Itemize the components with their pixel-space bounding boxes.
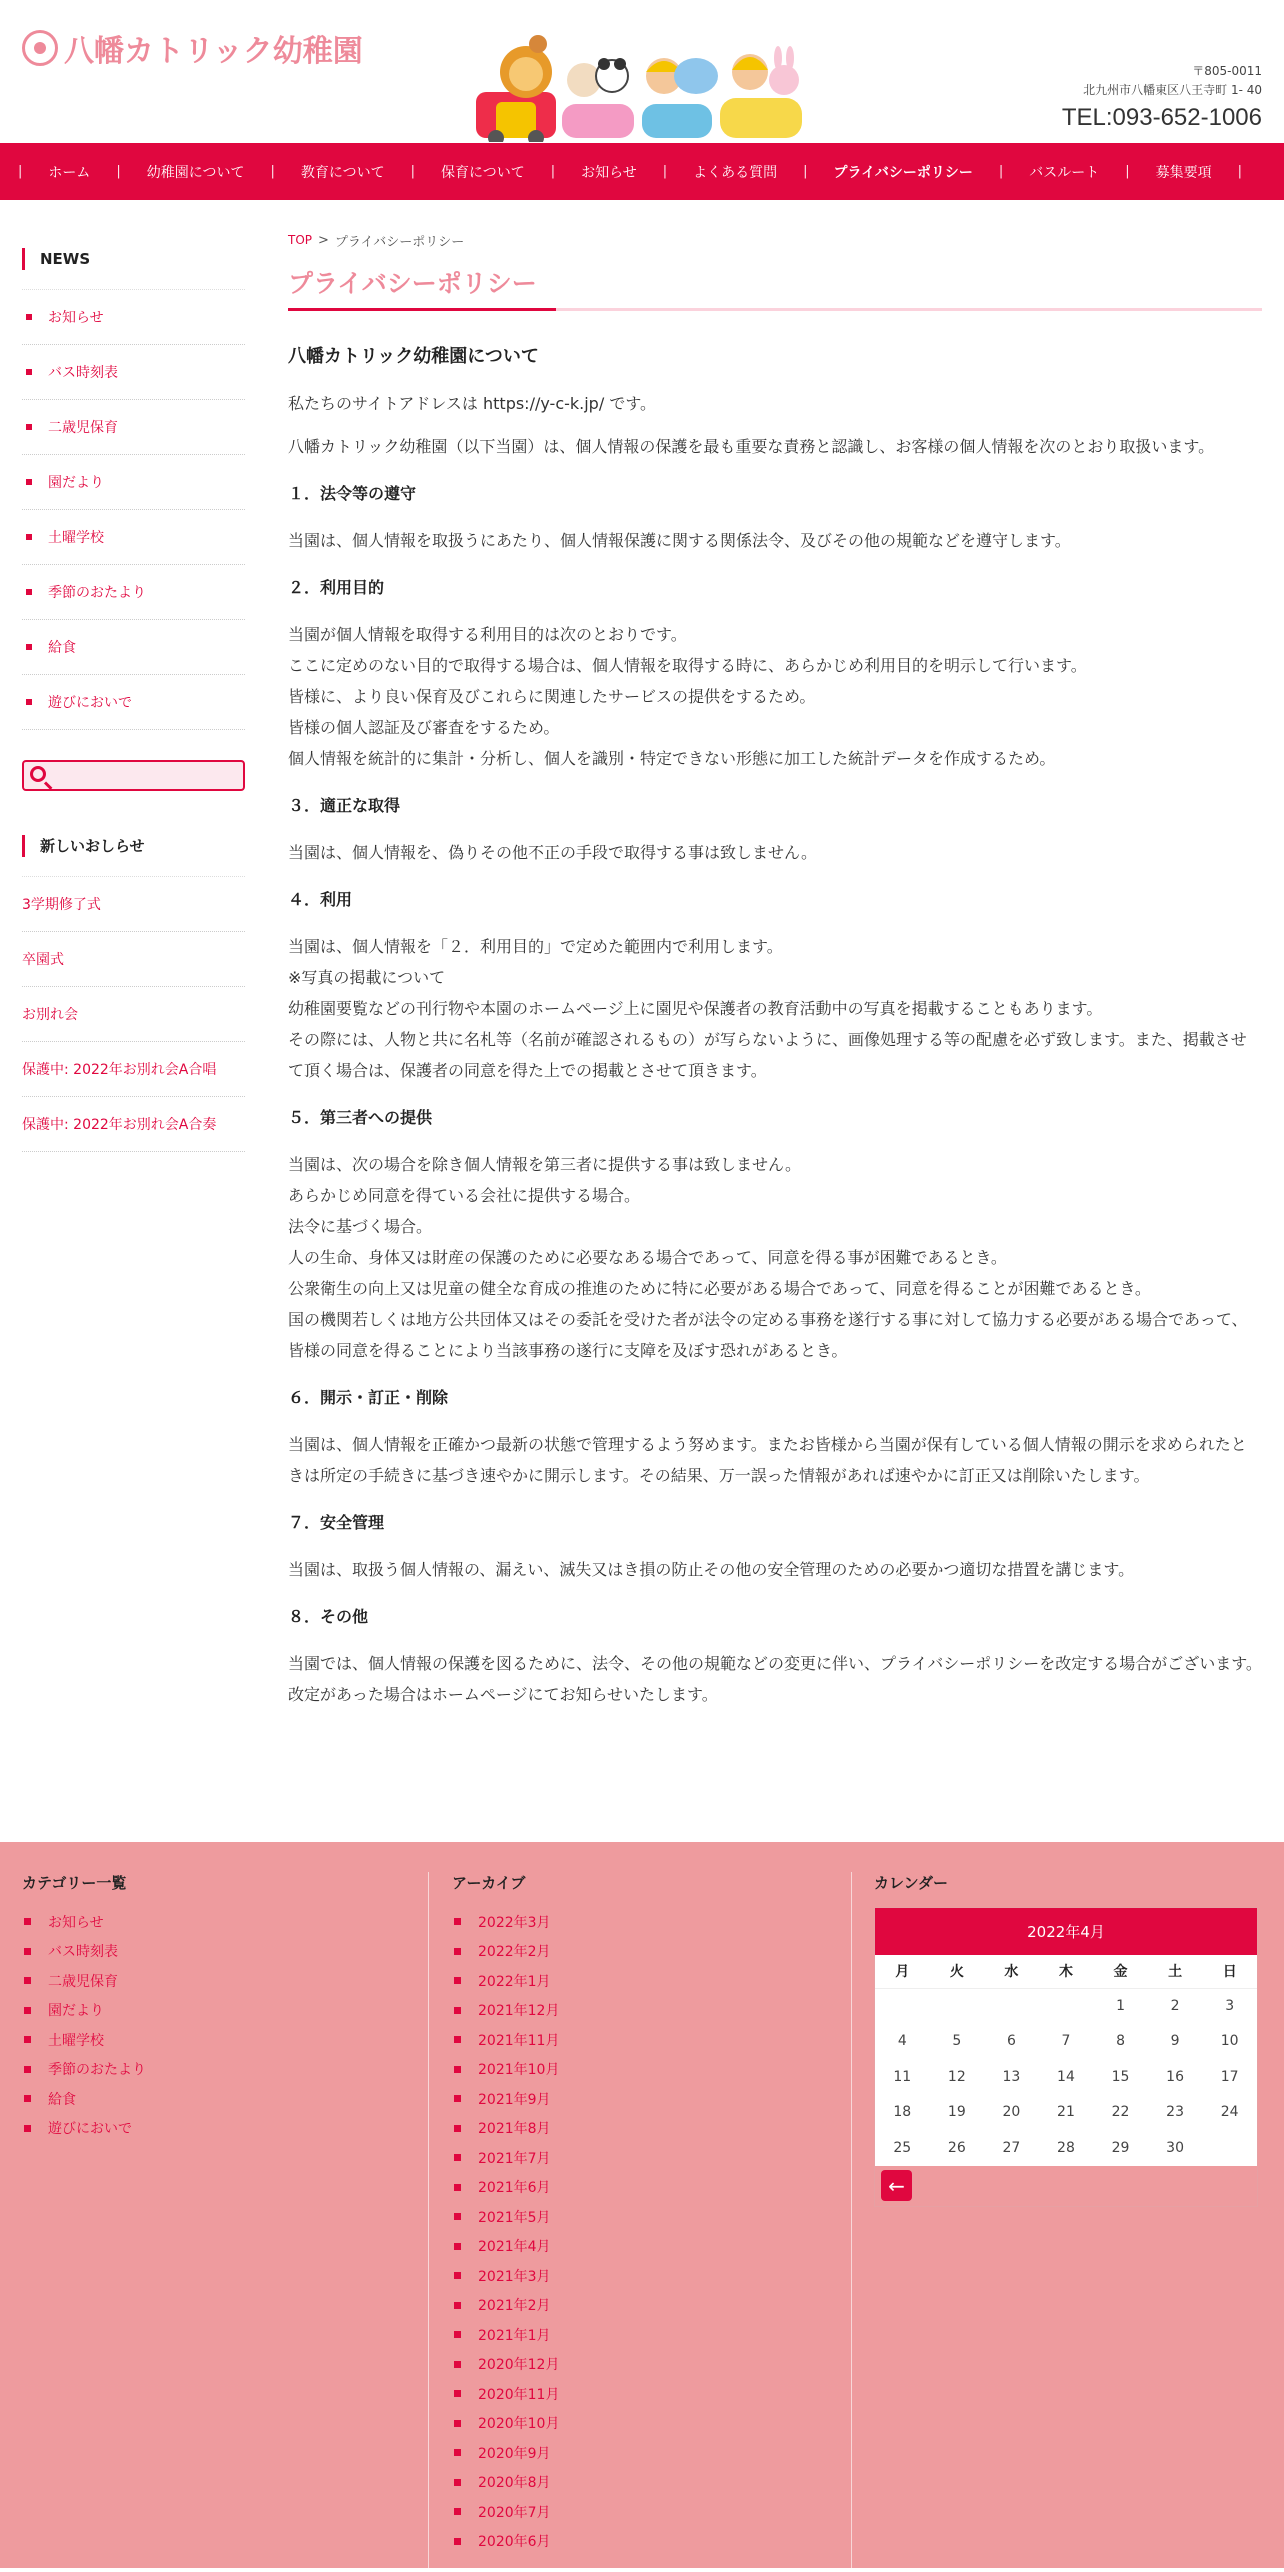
recent-post-link[interactable]: 卒園式 bbox=[22, 932, 245, 987]
calendar-day: 13 bbox=[1002, 2068, 1021, 2085]
sidebar-news-heading: NEWS bbox=[22, 228, 245, 290]
archive-link[interactable]: 2021年6月 bbox=[452, 2173, 832, 2203]
section-title: ２．利用目的 bbox=[288, 578, 385, 597]
breadcrumb-current: プライバシーポリシー bbox=[334, 234, 465, 250]
calendar-day: 23 bbox=[1166, 2104, 1184, 2121]
calendar-day: 18 bbox=[893, 2104, 912, 2121]
calendar-day: 24 bbox=[1220, 2104, 1239, 2121]
footer-category-heading: カテゴリー一覧 bbox=[22, 1874, 127, 1892]
calendar-day bbox=[930, 1988, 985, 2024]
archive-link[interactable]: 2021年5月 bbox=[452, 2202, 832, 2232]
sidebar-item-bus-schedule[interactable]: バス時刻表 bbox=[22, 345, 245, 400]
footer-category-link[interactable]: 園だより bbox=[22, 1996, 402, 2026]
recent-post-link[interactable]: 3学期修了式 bbox=[22, 877, 245, 932]
section-body: 当園は、個人情報を「２．利用目的」で定めた範囲内で利用します。 ※写真の掲載について 幼稚園要覧などの刊行物や本園のホームページ上に園児や保護者の教育活動中の写真を掲載することもあります。 その際には、人物と共に名札等（名前が確認されるもの）が写らないように、画像処理する等の配慮を必ず致します。また、掲載させて頂く場合は、保護者の同意を得た上での掲載とさせて頂きます。 bbox=[288, 937, 1247, 1080]
search-icon[interactable] bbox=[30, 766, 46, 782]
calendar-table bbox=[875, 1955, 1257, 2166]
section-title: ６．開示・訂正・削除 bbox=[288, 1388, 449, 1407]
archive-link[interactable]: 2020年12月 bbox=[452, 2350, 832, 2380]
calendar-day: 16 bbox=[1166, 2068, 1184, 2085]
recent-post-link[interactable]: お別れ会 bbox=[22, 987, 245, 1042]
section-title: ３．適正な取得 bbox=[288, 796, 401, 815]
calendar-weekday: 金 bbox=[1093, 1955, 1148, 1988]
calendar-day bbox=[984, 1988, 1039, 2024]
calendar-weekday: 土 bbox=[1148, 1955, 1203, 1988]
nav-item-privacy[interactable]: プライバシーポリシー bbox=[833, 164, 973, 181]
section-body: 当園は、個人情報を取扱うにあたり、個人情報保護に関する関係法令、及びその他の規範などを遵守します。 bbox=[288, 531, 1071, 550]
sidebar-recent-list bbox=[22, 877, 245, 1152]
nav-item-about[interactable]: 幼稚園について bbox=[146, 164, 245, 181]
breadcrumb-separator: > bbox=[318, 232, 329, 248]
nav-item-home[interactable]: ホーム bbox=[48, 164, 91, 181]
calendar-day: 27 bbox=[1002, 2139, 1021, 2156]
calendar-day: 8 bbox=[1116, 2033, 1125, 2050]
calendar-day: 25 bbox=[893, 2139, 912, 2156]
calendar-day: 22 bbox=[1111, 2104, 1130, 2121]
footer-archives bbox=[452, 1872, 832, 2556]
section-title: ８．その他 bbox=[288, 1607, 369, 1626]
footer-archive-list bbox=[452, 1907, 832, 2556]
calendar-day: 14 bbox=[1057, 2068, 1075, 2085]
calendar-nav bbox=[875, 2166, 1257, 2206]
calendar-day: 10 bbox=[1220, 2033, 1239, 2050]
calendar-month: 2022年4月 bbox=[875, 1908, 1257, 1955]
calendar-day: 29 bbox=[1111, 2139, 1130, 2156]
nav-separator: | bbox=[550, 164, 556, 179]
nav-item-childcare[interactable]: 保育について bbox=[441, 164, 525, 181]
archive-link[interactable]: 2022年1月 bbox=[452, 1966, 832, 1996]
footer-calendar-heading: カレンダー bbox=[874, 1874, 949, 1892]
archive-link[interactable]: 2020年8月 bbox=[452, 2468, 832, 2498]
archive-link[interactable]: 2020年9月 bbox=[452, 2438, 832, 2468]
page-body bbox=[0, 200, 1284, 1842]
calendar-weekday: 木 bbox=[1039, 1955, 1094, 1988]
archive-link[interactable]: 2021年9月 bbox=[452, 2084, 832, 2114]
section-body: 当園は、取扱う個人情報の、漏えい、滅失又はき損の防止その他の安全管理のための必要かつ適切な措置を講じます。 bbox=[288, 1560, 1135, 1579]
calendar-day: 5 bbox=[952, 2033, 962, 2050]
calendar-day: 28 bbox=[1057, 2139, 1075, 2156]
calendar-day: 20 bbox=[1002, 2104, 1021, 2121]
site-header bbox=[0, 0, 1284, 143]
page-title: プライバシーポリシー bbox=[288, 264, 1262, 311]
calendar-day: 17 bbox=[1220, 2068, 1239, 2085]
calendar-weekday: 水 bbox=[984, 1955, 1039, 1988]
calendar-day: 3 bbox=[1225, 1998, 1235, 2014]
sidebar-item-saturday-school[interactable]: 土曜学校 bbox=[22, 510, 245, 565]
calendar-day: 21 bbox=[1057, 2104, 1075, 2121]
archive-link[interactable]: 2022年2月 bbox=[452, 1937, 832, 1967]
nav-separator: | bbox=[1237, 164, 1243, 179]
nav-separator: | bbox=[410, 164, 416, 179]
calendar-day: 1 bbox=[1116, 1998, 1125, 2014]
arrow-left-icon[interactable]: ← bbox=[881, 2170, 912, 2201]
calendar-day: 30 bbox=[1166, 2139, 1184, 2156]
footer-category-link[interactable]: 遊びにおいで bbox=[22, 2114, 402, 2144]
footer-calendar bbox=[874, 1872, 1260, 2207]
archive-link[interactable]: 2021年2月 bbox=[452, 2291, 832, 2321]
sidebar-item-notice[interactable]: お知らせ bbox=[22, 290, 245, 345]
sidebar-item-two-year-care[interactable]: 二歳児保育 bbox=[22, 400, 245, 455]
section-body: 当園が個人情報を取得する利用目的は次のとおりです。 ここに定めのない目的で取得する場合は、個人情報を取得する時に、あらかじめ利用目的を明示して行います。 皆様に、より良い保育及びこれらに関連したサービスの提供をするため。 皆様の個人認証及び審査をするため。 個人情報を統計的に集計・分析し、個人を識別・特定できない形態に加工した統計データを作成するため。 bbox=[288, 625, 1087, 768]
postal-code: 〒805-0011 bbox=[1192, 64, 1262, 78]
archive-link[interactable]: 2021年8月 bbox=[452, 2114, 832, 2144]
sidebar bbox=[22, 228, 245, 1152]
calendar-day bbox=[1039, 1988, 1094, 2024]
calendar-day: 6 bbox=[1006, 2033, 1016, 2050]
search-input[interactable] bbox=[22, 760, 245, 791]
archive-link[interactable]: 2021年1月 bbox=[452, 2320, 832, 2350]
intro-paragraph: 八幡カトリック幼稚園（以下当園）は、個人情報の保護を最も重要な責務と認識し、お客様の個人情報を次のとおり取扱います。 bbox=[288, 437, 1215, 456]
calendar-weekday: 火 bbox=[930, 1955, 985, 1988]
section-title: ４．利用 bbox=[288, 890, 353, 909]
footer-category-link[interactable]: バス時刻表 bbox=[22, 1937, 402, 1967]
calendar-day bbox=[1202, 2130, 1257, 2166]
calendar-weekday: 日 bbox=[1202, 1955, 1257, 1988]
section-body: 当園は、次の場合を除き個人情報を第三者に提供する事は致しません。 あらかじめ同意を得ている会社に提供する場合。 法令に基づく場合。 人の生命、身体又は財産の保護のために必要なある場合であって、同意を得る事が困難であるとき。 公衆衛生の向上又は児童の健全な育成の推進のために特に必要がある場合であって、同意を得ることが困難であるとき。 国の機関若しくは地方公共団体又はその委託を受けた者が法令の定める事務を遂行する事に対して協力する必要がある場合であって、皆様の同意を得ることにより当該事務の遂行に支障を及ぼす恐れがあるとき。 bbox=[288, 1155, 1248, 1360]
nav-separator: | bbox=[1125, 164, 1130, 179]
archive-link[interactable]: 2020年11月 bbox=[452, 2379, 832, 2409]
calendar-day bbox=[875, 1988, 930, 2024]
site-footer bbox=[0, 1842, 1284, 2568]
nav-item-news[interactable]: お知らせ bbox=[581, 164, 637, 181]
calendar-day: 4 bbox=[897, 2033, 907, 2050]
calendar-day: 11 bbox=[893, 2068, 912, 2085]
contact-info bbox=[1062, 62, 1262, 132]
sidebar-news-list bbox=[22, 290, 245, 730]
footer-category-link[interactable]: 土曜学校 bbox=[22, 2025, 402, 2055]
calendar-weekday: 月 bbox=[875, 1955, 930, 1988]
section-title: １．法令等の遵守 bbox=[288, 484, 417, 503]
recent-post-link[interactable]: 保護中: 2022年お別れ会A合奏 bbox=[22, 1097, 245, 1152]
nav-separator: | bbox=[270, 164, 275, 179]
calendar-day: 12 bbox=[947, 2068, 966, 2085]
archive-link[interactable]: 2022年3月 bbox=[452, 1907, 832, 1937]
archive-link[interactable]: 2020年6月 bbox=[452, 2527, 832, 2557]
footer-divider bbox=[851, 1872, 852, 2572]
section-title: ７．安全管理 bbox=[288, 1513, 385, 1532]
breadcrumb bbox=[288, 228, 1262, 252]
calendar-day: 19 bbox=[947, 2104, 966, 2121]
sidebar-item-lunch[interactable]: 給食 bbox=[22, 620, 245, 675]
section-body: 当園では、個人情報の保護を図るために、法令、その他の規範などの変更に伴い、プライバシーポリシーを改定する場合がございます。改定があった場合はホームページにてお知らせいたします。 bbox=[288, 1654, 1262, 1704]
nav-separator: | bbox=[116, 164, 121, 179]
footer-categories bbox=[22, 1872, 402, 2143]
content-heading: 八幡カトリック幼稚園について bbox=[288, 346, 539, 367]
nav-separator: | bbox=[662, 164, 668, 179]
logo-text: 八幡カトリック幼稚園 bbox=[64, 34, 363, 69]
footer-category-link[interactable]: 給食 bbox=[22, 2084, 402, 2114]
nav-separator: | bbox=[18, 164, 23, 179]
nav-item-faq[interactable]: よくある質問 bbox=[693, 164, 778, 181]
calendar-day: 9 bbox=[1170, 2033, 1180, 2050]
section-body: 当園は、個人情報を正確かつ最新の状態で管理するよう努めます。またお皆様から当園が保有している個人情報の開示を求められたときは所定の手続きに基づき速やかに開示します。その結果、万一誤った情報があれば速やかに訂正又は削除いたします。 bbox=[288, 1435, 1247, 1485]
nav-separator: | bbox=[803, 164, 808, 179]
intro-paragraph: 私たちのサイトアドレスは https://y-c-k.jp/ です。 bbox=[288, 394, 657, 413]
footer-category-link[interactable]: お知らせ bbox=[22, 1907, 402, 1937]
archive-link[interactable]: 2021年12月 bbox=[452, 1996, 832, 2026]
calendar-day: 2 bbox=[1170, 1998, 1180, 2014]
nav-separator: | bbox=[998, 164, 1004, 179]
calendar-widget bbox=[874, 1907, 1258, 2207]
footer-divider bbox=[428, 1872, 429, 2572]
archive-link[interactable]: 2020年7月 bbox=[452, 2497, 832, 2527]
breadcrumb-top-link[interactable]: TOP bbox=[288, 233, 313, 247]
site-logo[interactable] bbox=[22, 26, 363, 70]
policy-content bbox=[288, 341, 1262, 1710]
footer-category-link[interactable]: 二歳児保育 bbox=[22, 1966, 402, 1996]
animals-train-illustration bbox=[476, 34, 806, 142]
footer-category-list bbox=[22, 1907, 402, 2143]
address: 北九州市八幡東区八王寺町 1- 40 bbox=[1083, 83, 1262, 97]
sidebar-item-seasonal-letters[interactable]: 季節のおたより bbox=[22, 565, 245, 620]
archive-link[interactable]: 2020年10月 bbox=[452, 2409, 832, 2439]
section-body: 当園は、個人情報を、偽りその他不正の手段で取得する事は致しません。 bbox=[288, 843, 817, 862]
archive-link[interactable]: 2021年3月 bbox=[452, 2261, 832, 2291]
sidebar-item-newsletter[interactable]: 園だより bbox=[22, 455, 245, 510]
calendar-day: 7 bbox=[1061, 2033, 1071, 2050]
recent-post-link[interactable]: 保護中: 2022年お別れ会A合唱 bbox=[22, 1042, 245, 1097]
phone-number[interactable]: TEL:093-652-1006 bbox=[1061, 104, 1262, 131]
sidebar-recent-heading: 新しいおしらせ bbox=[22, 815, 245, 877]
main-nav bbox=[0, 143, 1284, 200]
archive-link[interactable]: 2021年11月 bbox=[452, 2025, 832, 2055]
nav-item-education[interactable]: 教育について bbox=[300, 164, 385, 181]
archive-link[interactable]: 2021年4月 bbox=[452, 2232, 832, 2262]
nav-item-recruitment[interactable]: 募集要項 bbox=[1155, 164, 1212, 181]
section-title: ５．第三者への提供 bbox=[288, 1108, 433, 1127]
nav-item-bus-route[interactable]: バスルート bbox=[1029, 164, 1100, 181]
footer-archive-heading: アーカイブ bbox=[452, 1874, 526, 1892]
archive-link[interactable]: 2021年7月 bbox=[452, 2143, 832, 2173]
main-content bbox=[288, 228, 1262, 1722]
sidebar-item-come-play[interactable]: 遊びにおいで bbox=[22, 675, 245, 730]
footer-category-link[interactable]: 季節のおたより bbox=[22, 2055, 402, 2085]
archive-link[interactable]: 2021年10月 bbox=[452, 2055, 832, 2085]
logo-icon bbox=[22, 30, 58, 66]
calendar-day: 26 bbox=[947, 2139, 966, 2156]
calendar-day: 15 bbox=[1111, 2068, 1130, 2085]
